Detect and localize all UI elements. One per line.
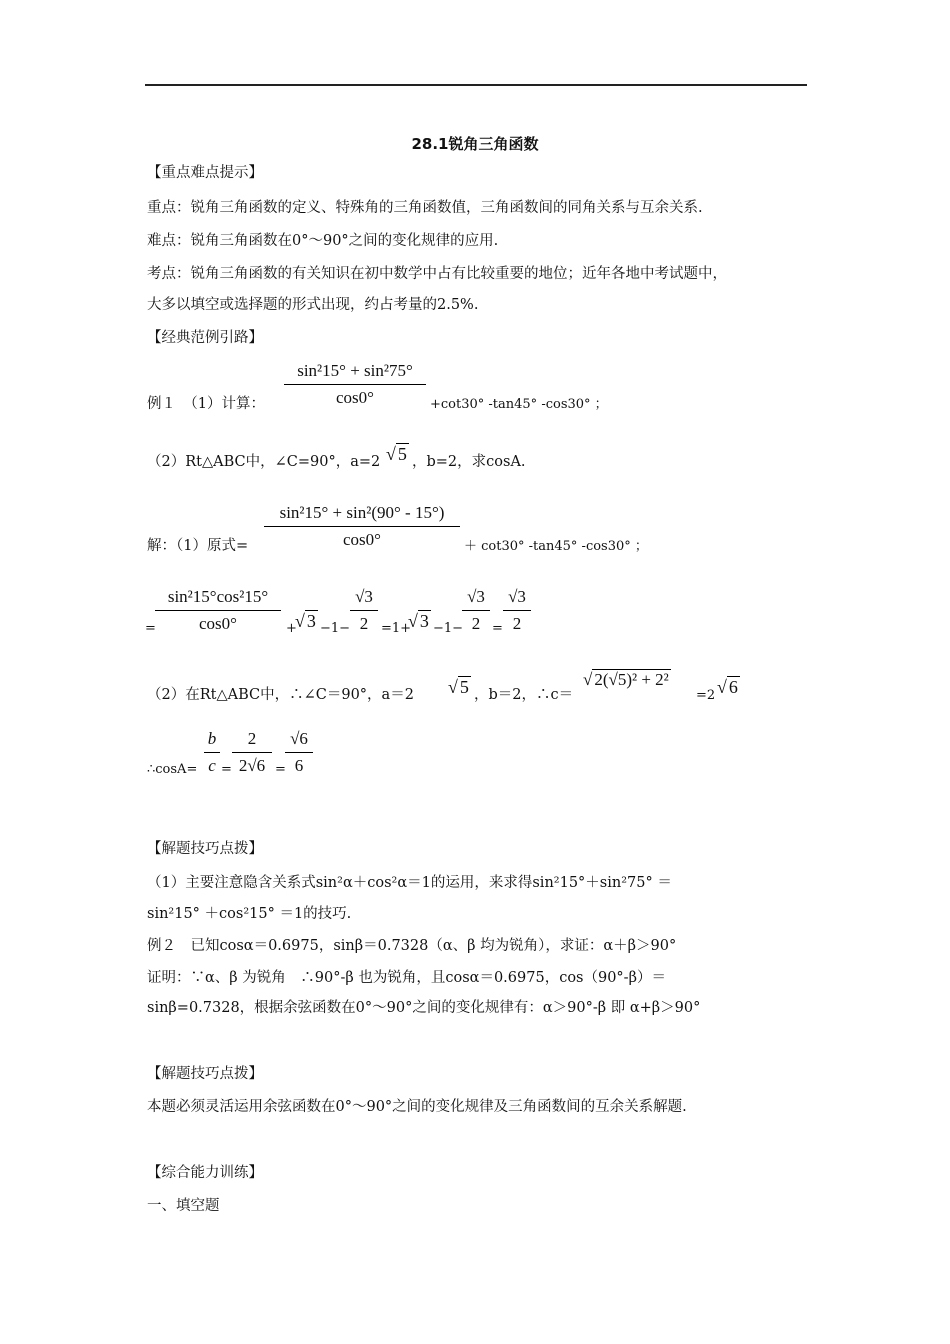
sqrt-6: √ 6 [717, 677, 738, 697]
equals-one-plus: =1+ [381, 621, 412, 636]
b-over-c-fraction: b c [204, 728, 220, 777]
sqrt-5: √ 5 [448, 677, 469, 697]
tips-header-2: 【解题技巧点拨】 [147, 1066, 263, 1082]
example1-fraction [284, 360, 426, 409]
fraction-numerator: sin²15° + sin²75° [297, 361, 413, 380]
minus-one: −1− [320, 621, 351, 636]
equals-sign: = [145, 621, 156, 636]
example1-label: 例１ （1）计算： [147, 396, 265, 412]
fraction-numerator: sin²15°cos²15° [167, 587, 269, 606]
training-header: 【综合能力训练】 [147, 1165, 263, 1181]
fraction-denominator: cos0° [199, 614, 237, 633]
plus-sign: + [286, 621, 297, 636]
equals-sign: = [221, 762, 232, 777]
tips2-line: 本题必须灵活运用余弦函数在0°～90°之间的变化规律及三角函数间的互余关系解题. [147, 1099, 687, 1115]
examples-header: 【经典范例引路】 [147, 330, 263, 346]
exam-point-line1: 考点：锐角三角函数的有关知识在初中数学中占有比较重要的地位；近年各地中考试题中， [147, 266, 727, 282]
header-rule [145, 84, 807, 86]
half-sqrt3-fraction: √3 2 [350, 586, 378, 635]
part2-b: ，b＝2，∴c＝ [474, 687, 574, 703]
solution-tail: ＋ cot30° -tan45° -cos30° ； [464, 539, 648, 554]
difficult-point-text: 难点：锐角三角函数在0°～90°之间的变化规律的应用. [147, 233, 499, 249]
sqrt-3: √ 3 [408, 611, 429, 631]
sqrt-c-expression: √ 2(√5)² + 2² [583, 670, 669, 689]
fraction-bar [284, 384, 426, 385]
sqrt-3: √ 3 [295, 611, 316, 631]
sqrt6-over-6-fraction: √6 6 [285, 728, 313, 777]
tips1-line2: sin²15° ＋cos²15° ＝1的技巧. [147, 906, 352, 922]
sqrt-5: √ 5 [386, 444, 407, 464]
tips1-line1: （1）主要注意隐含关系式sin²α＋cos²α＝1的运用，来求得sin²15°＋sin²75° ＝ [147, 875, 672, 891]
fill-blank-heading: 一、填空题 [147, 1198, 220, 1214]
part2-a: （2）在Rt△ABC中，∴∠C＝90°，a＝2 [147, 687, 414, 703]
cosA-label: ∴cosA= [147, 762, 198, 777]
proof-line2: sinβ=0.7328，根据余弦函数在0°～90°之间的变化规律有：α＞90°-β 即 α+β＞90° [147, 1000, 701, 1016]
example2-line: 例２ 已知cosα＝0.6975，sinβ＝0.7328（α、β 均为锐角），求证：α＋β＞90° [147, 938, 677, 954]
c-result: =2 [696, 688, 716, 703]
fraction-denominator: cos0° [336, 388, 374, 407]
fraction-numerator: sin²15° + sin²(90° - 15°) [279, 503, 445, 522]
equals-sign: = [492, 621, 503, 636]
solution-fraction [264, 502, 460, 551]
page-title: 28.1锐角三角函数 [411, 135, 539, 153]
example1-tail: +cot30° -tan45° -cos30° ； [430, 397, 608, 412]
equals-sign: = [275, 762, 286, 777]
fraction-denominator: cos0° [343, 530, 381, 549]
two-over-2sqrt6-fraction: 2 2√6 [232, 728, 272, 777]
solution-label: 解：（1）原式= [147, 538, 249, 554]
minus-one: −1− [433, 621, 464, 636]
key-point-text: 重点：锐角三角函数的定义、特殊角的三角函数值，三角函数间的同角关系与互余关系. [147, 200, 703, 216]
key-points-header: 【重点难点提示】 [147, 165, 263, 181]
solution-line2-fraction [155, 586, 281, 635]
fraction-bar [264, 526, 460, 527]
fraction-bar [155, 610, 281, 611]
half-sqrt3-fraction: √3 2 [503, 586, 531, 635]
proof-line1: 证明：∵α、β 为锐角 ∴90°-β 也为锐角，且cosα＝0.6975，cos（90°-β）＝ [147, 970, 666, 986]
example1-part2-b: ，b=2，求cosA. [412, 454, 526, 470]
half-sqrt3-fraction: √3 2 [462, 586, 490, 635]
exam-point-line2: 大多以填空或选择题的形式出现，约占考量的2.5%. [147, 297, 479, 313]
example1-part2-a: （2）Rt△ABC中，∠C=90°，a=2 [147, 454, 381, 470]
tips-header-1: 【解题技巧点拨】 [147, 841, 263, 857]
